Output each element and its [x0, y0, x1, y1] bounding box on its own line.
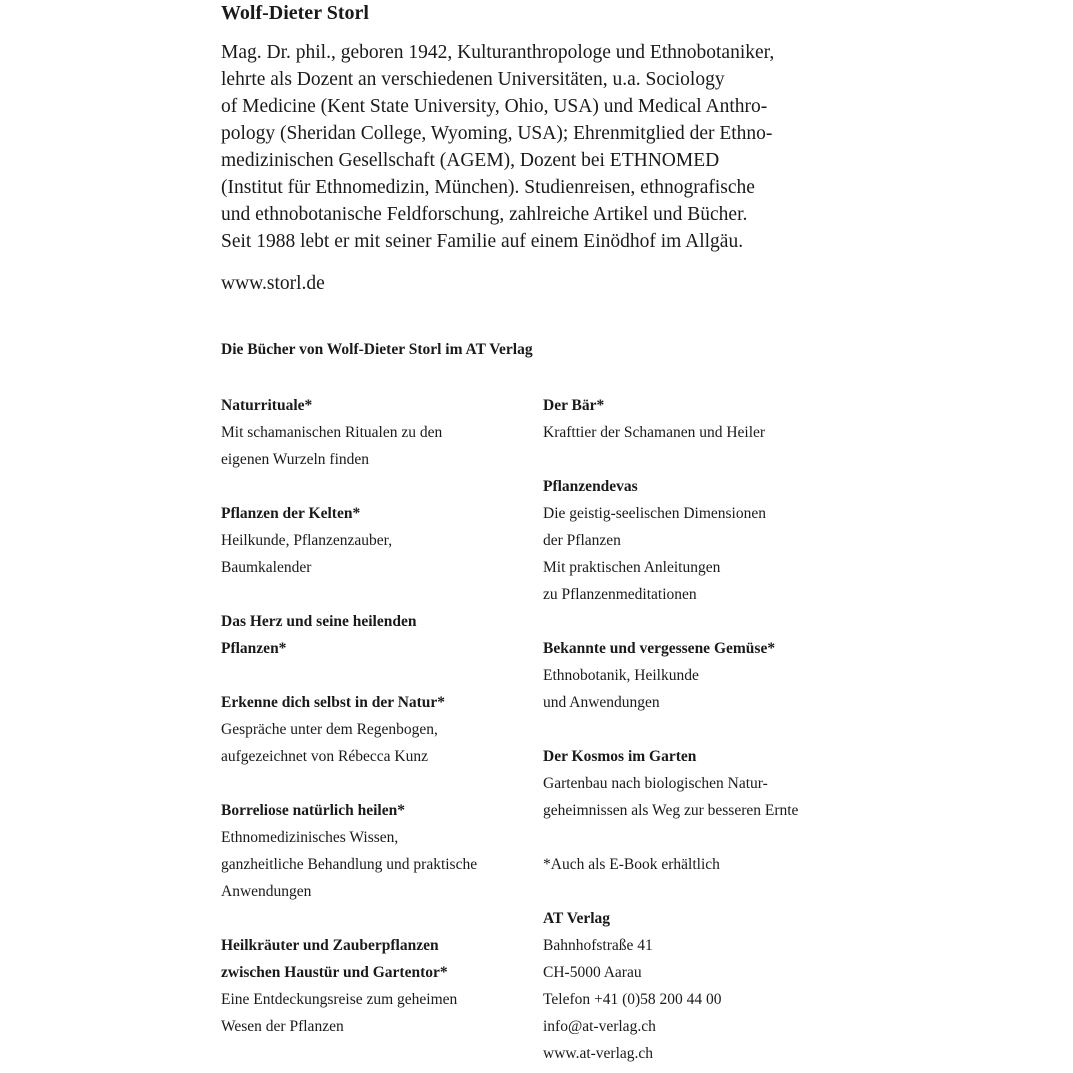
book-title: Der Kosmos im Garten — [543, 748, 697, 765]
spacer — [543, 608, 853, 635]
book-subtitle: der Pflanzen — [543, 532, 621, 549]
bio-line: pology (Sheridan College, Wyoming, USA); Ehrenmitglied der Ethno- — [221, 123, 773, 144]
publisher-line: info@at-verlag.ch — [543, 1018, 656, 1035]
book-subtitle: geheimnissen als Weg zur besseren Ernte — [543, 802, 799, 819]
spacer — [221, 473, 531, 500]
book-subtitle: Gartenbau nach biologischen Natur- — [543, 775, 768, 792]
book-title: Bekannte und vergessene Gemüse* — [543, 640, 776, 657]
spacer — [221, 662, 531, 689]
book-subtitle: Gespräche unter dem Regenbogen, — [221, 721, 438, 738]
book-title: Pflanzendevas — [543, 478, 638, 495]
book-entry — [543, 392, 853, 446]
bio-line: lehrte als Dozent an verschiedenen Universitäten, u.a. Sociology — [221, 69, 725, 90]
author-name: Wolf-Dieter Storl — [221, 2, 369, 24]
book-subtitle: ganzheitliche Behandlung und praktische — [221, 856, 478, 873]
spacer — [221, 581, 531, 608]
spacer — [221, 905, 531, 932]
book-title: Das Herz und seine heilenden — [221, 613, 417, 630]
spacer — [543, 824, 853, 851]
publisher-name: AT Verlag — [543, 910, 611, 927]
book-subtitle: Baumkalender — [221, 559, 312, 576]
publisher-line: Telefon +41 (0)58 200 44 00 — [543, 991, 722, 1008]
author-bio — [221, 39, 881, 255]
book-title: Borreliose natürlich heilen* — [221, 802, 405, 819]
bio-line: Seit 1988 lebt er mit seiner Familie auf einem Einödhof im Allgäu. — [221, 231, 744, 252]
book-subtitle: Mit schamanischen Ritualen zu den — [221, 424, 443, 441]
bio-line: medizinischen Gesellschaft (AGEM), Dozent bei ETHNOMED — [221, 150, 720, 171]
book-subtitle: Ethnobotanik, Heilkunde — [543, 667, 699, 684]
book-title: zwischen Haustür und Gartentor* — [221, 964, 448, 981]
book-subtitle: zu Pflanzenmeditationen — [543, 586, 697, 603]
bio-line: (Institut für Ethnomedizin, München). Studienreisen, ethnografische — [221, 177, 755, 198]
book-title: Pflanzen* — [221, 640, 287, 657]
book-subtitle: und Anwendungen — [543, 694, 660, 711]
books-heading: Die Bücher von Wolf-Dieter Storl im AT Verlag — [221, 341, 533, 358]
spacer — [543, 878, 853, 905]
publisher-line: www.at-verlag.ch — [543, 1045, 654, 1062]
book-subtitle: Wesen der Pflanzen — [221, 1018, 344, 1035]
book-subtitle: Anwendungen — [221, 883, 312, 900]
spacer — [543, 716, 853, 743]
spacer — [221, 770, 531, 797]
book-list-left — [221, 392, 531, 1040]
book-entry — [543, 473, 853, 608]
book-subtitle: Ethnomedizinisches Wissen, — [221, 829, 399, 846]
author-website[interactable]: www.storl.de — [221, 273, 325, 294]
book-subtitle: eigenen Wurzeln finden — [221, 451, 369, 468]
book-entry — [221, 932, 531, 1040]
book-entry — [543, 635, 853, 716]
book-subtitle: Krafttier der Schamanen und Heiler — [543, 424, 766, 441]
book-title: Erkenne dich selbst in der Natur* — [221, 694, 446, 711]
publisher-line: Bahnhofstraße 41 — [543, 937, 653, 954]
book-entry — [221, 797, 531, 905]
book-subtitle: Mit praktischen Anleitungen — [543, 559, 721, 576]
bio-line: Mag. Dr. phil., geboren 1942, Kulturanthropologe und Ethnobotaniker, — [221, 42, 775, 63]
book-entry — [221, 608, 531, 662]
book-entry — [221, 689, 531, 770]
book-entry — [221, 500, 531, 581]
book-subtitle: Die geistig-seelischen Dimensionen — [543, 505, 766, 522]
book-entry — [543, 743, 853, 824]
bio-line: und ethnobotanische Feldforschung, zahlreiche Artikel und Bücher. — [221, 204, 748, 225]
book-title: Naturrituale* — [221, 397, 313, 414]
book-subtitle: Heilkunde, Pflanzenzauber, — [221, 532, 393, 549]
book-title: Pflanzen der Kelten* — [221, 505, 361, 522]
spacer — [543, 446, 853, 473]
publisher-info — [543, 905, 853, 1067]
book-title: Heilkräuter und Zauberpflanzen — [221, 937, 439, 954]
book-title: Der Bär* — [543, 397, 605, 414]
book-entry — [221, 392, 531, 473]
book-list-right — [543, 392, 853, 1067]
bio-line: of Medicine (Kent State University, Ohio, USA) und Medical Anthro- — [221, 96, 768, 117]
book-subtitle: Eine Entdeckungsreise zum geheimen — [221, 991, 458, 1008]
book-subtitle: aufgezeichnet von Rébecca Kunz — [221, 748, 428, 765]
ebook-note: *Auch als E-Book erhältlich — [543, 856, 720, 873]
publisher-line: CH-5000 Aarau — [543, 964, 642, 981]
